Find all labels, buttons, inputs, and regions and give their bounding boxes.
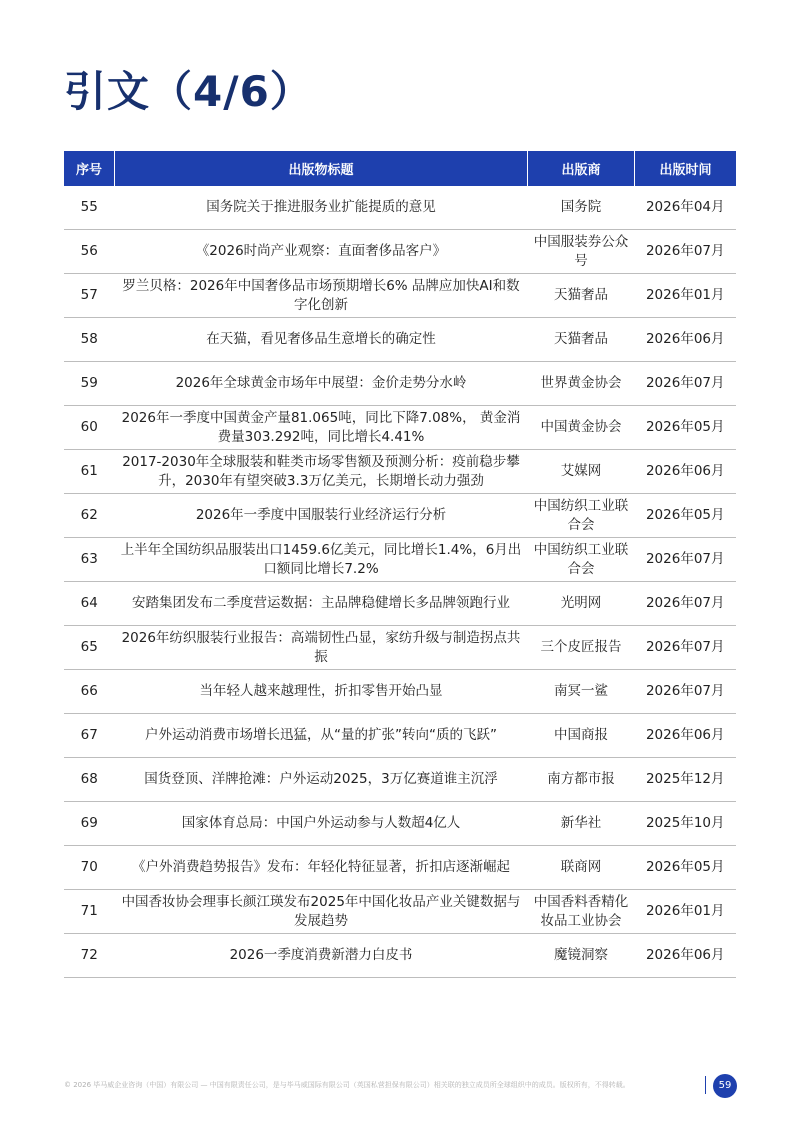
- row-title: 中国香妆协会理事长颜江瑛发布2025年中国化妆品产业关键数据与发展趋势: [115, 890, 528, 934]
- row-title: 国务院关于推进服务业扩能提质的意见: [115, 186, 528, 230]
- row-title: 2026年纺织服装行业报告：高端韧性凸显，家纺升级与制造拐点共振: [115, 626, 528, 670]
- row-title: 国家体育总局：中国户外运动参与人数超4亿人: [115, 802, 528, 846]
- row-number: 58: [64, 318, 115, 362]
- row-publisher: 三个皮匠报告: [528, 626, 635, 670]
- row-number: 72: [64, 934, 115, 978]
- table-row: [64, 450, 736, 494]
- table-row: [64, 274, 736, 318]
- row-publisher: 天猫奢品: [528, 318, 635, 362]
- page-number-badge: 59: [713, 1074, 737, 1098]
- row-date: 2026年01月: [635, 274, 737, 318]
- table-row: [64, 186, 736, 230]
- row-publisher: 中国香料香精化妆品工业协会: [528, 890, 635, 934]
- page-title: 引文（4/6）: [64, 67, 313, 116]
- row-title: 上半年全国纺织品服装出口1459.6亿美元，同比增长1.4%，6月出口额同比增长7.2%: [115, 538, 528, 582]
- table-row: [64, 758, 736, 802]
- row-date: 2026年07月: [635, 626, 737, 670]
- table-row: [64, 406, 736, 450]
- row-publisher: 南方都市报: [528, 758, 635, 802]
- table-row: [64, 318, 736, 362]
- table-header-row: [64, 151, 736, 186]
- row-number: 57: [64, 274, 115, 318]
- header-title: 出版物标题: [115, 151, 528, 186]
- row-date: 2026年07月: [635, 538, 737, 582]
- row-publisher: 中国服装券公众号: [528, 230, 635, 274]
- row-title: 2026年全球黄金市场年中展望：金价走势分水岭: [115, 362, 528, 406]
- row-publisher: 中国黄金协会: [528, 406, 635, 450]
- header-publisher: 出版商: [528, 151, 635, 186]
- row-date: 2026年01月: [635, 890, 737, 934]
- row-date: 2026年05月: [635, 406, 737, 450]
- row-publisher: 国务院: [528, 186, 635, 230]
- row-date: 2026年06月: [635, 450, 737, 494]
- row-title: 安踏集团发布二季度营运数据：主品牌稳健增长多品牌领跑行业: [115, 582, 528, 626]
- row-publisher: 艾媒网: [528, 450, 635, 494]
- row-date: 2026年06月: [635, 318, 737, 362]
- row-number: 70: [64, 846, 115, 890]
- row-publisher: 天猫奢品: [528, 274, 635, 318]
- row-publisher: 新华社: [528, 802, 635, 846]
- row-date: 2026年07月: [635, 670, 737, 714]
- row-publisher: 光明网: [528, 582, 635, 626]
- footer-copyright: © 2026 毕马威企业咨询（中国）有限公司 — 中国有限责任公司，是与毕马威国际有限公司（英国私营担保有限公司）相关联的独立成员所全球组织中的成员。版权所有，不得转载。: [64, 1081, 630, 1089]
- row-number: 60: [64, 406, 115, 450]
- table-row: [64, 802, 736, 846]
- row-date: 2026年06月: [635, 934, 737, 978]
- row-number: 56: [64, 230, 115, 274]
- row-publisher: 魔镜洞察: [528, 934, 635, 978]
- row-title: 当年轻人越来越理性，折扣零售开始凸显: [115, 670, 528, 714]
- table-row: [64, 362, 736, 406]
- row-publisher: 联商网: [528, 846, 635, 890]
- table-row: [64, 582, 736, 626]
- row-number: 63: [64, 538, 115, 582]
- table-row: [64, 494, 736, 538]
- row-title: 《2026时尚产业观察：直面奢侈品客户》: [115, 230, 528, 274]
- footer-divider: [705, 1076, 706, 1094]
- row-title: 《户外消费趋势报告》发布：年轻化特征显著，折扣店逐渐崛起: [115, 846, 528, 890]
- row-date: 2026年05月: [635, 846, 737, 890]
- row-date: 2026年07月: [635, 230, 737, 274]
- row-title: 国货登顶、洋牌抢滩：户外运动2025，3万亿赛道谁主沉浮: [115, 758, 528, 802]
- row-title: 罗兰贝格：2026年中国奢侈品市场预期增长6% 品牌应加快AI和数字化创新: [115, 274, 528, 318]
- row-title: 户外运动消费市场增长迅猛，从“量的扩张”转向“质的飞跃”: [115, 714, 528, 758]
- table-row: [64, 890, 736, 934]
- table-row: [64, 538, 736, 582]
- row-title: 2026一季度消费新潜力白皮书: [115, 934, 528, 978]
- row-number: 68: [64, 758, 115, 802]
- row-publisher: 南冥一鲨: [528, 670, 635, 714]
- row-number: 69: [64, 802, 115, 846]
- row-number: 59: [64, 362, 115, 406]
- row-date: 2026年04月: [635, 186, 737, 230]
- table-body: [64, 186, 736, 978]
- row-number: 65: [64, 626, 115, 670]
- row-publisher: 世界黄金协会: [528, 362, 635, 406]
- row-date: 2025年10月: [635, 802, 737, 846]
- row-date: 2026年07月: [635, 582, 737, 626]
- row-title: 2026年一季度中国黄金产量81.065吨，同比下降7.08%， 黄金消费量303.292吨，同比增长4.41%: [115, 406, 528, 450]
- row-date: 2025年12月: [635, 758, 737, 802]
- row-date: 2026年05月: [635, 494, 737, 538]
- row-date: 2026年07月: [635, 362, 737, 406]
- row-publisher: 中国纺织工业联合会: [528, 538, 635, 582]
- header-date: 出版时间: [635, 151, 737, 186]
- row-title: 2026年一季度中国服装行业经济运行分析: [115, 494, 528, 538]
- row-number: 61: [64, 450, 115, 494]
- row-publisher: 中国纺织工业联合会: [528, 494, 635, 538]
- table-row: [64, 934, 736, 978]
- row-date: 2026年06月: [635, 714, 737, 758]
- table-header: [64, 151, 736, 186]
- table-row: [64, 670, 736, 714]
- citation-table: [64, 151, 736, 978]
- row-title: 在天猫，看见奢侈品生意增长的确定性: [115, 318, 528, 362]
- row-number: 66: [64, 670, 115, 714]
- row-number: 71: [64, 890, 115, 934]
- row-title: 2017-2030年全球服装和鞋类市场零售额及预测分析：疫前稳步攀升，2030年有望突破3.3万亿美元，长期增长动力强劲: [115, 450, 528, 494]
- row-number: 67: [64, 714, 115, 758]
- row-number: 55: [64, 186, 115, 230]
- table-row: [64, 846, 736, 890]
- table-row: [64, 626, 736, 670]
- row-number: 64: [64, 582, 115, 626]
- table-row: [64, 230, 736, 274]
- header-number: 序号: [64, 151, 115, 186]
- table-row: [64, 714, 736, 758]
- row-publisher: 中国商报: [528, 714, 635, 758]
- row-number: 62: [64, 494, 115, 538]
